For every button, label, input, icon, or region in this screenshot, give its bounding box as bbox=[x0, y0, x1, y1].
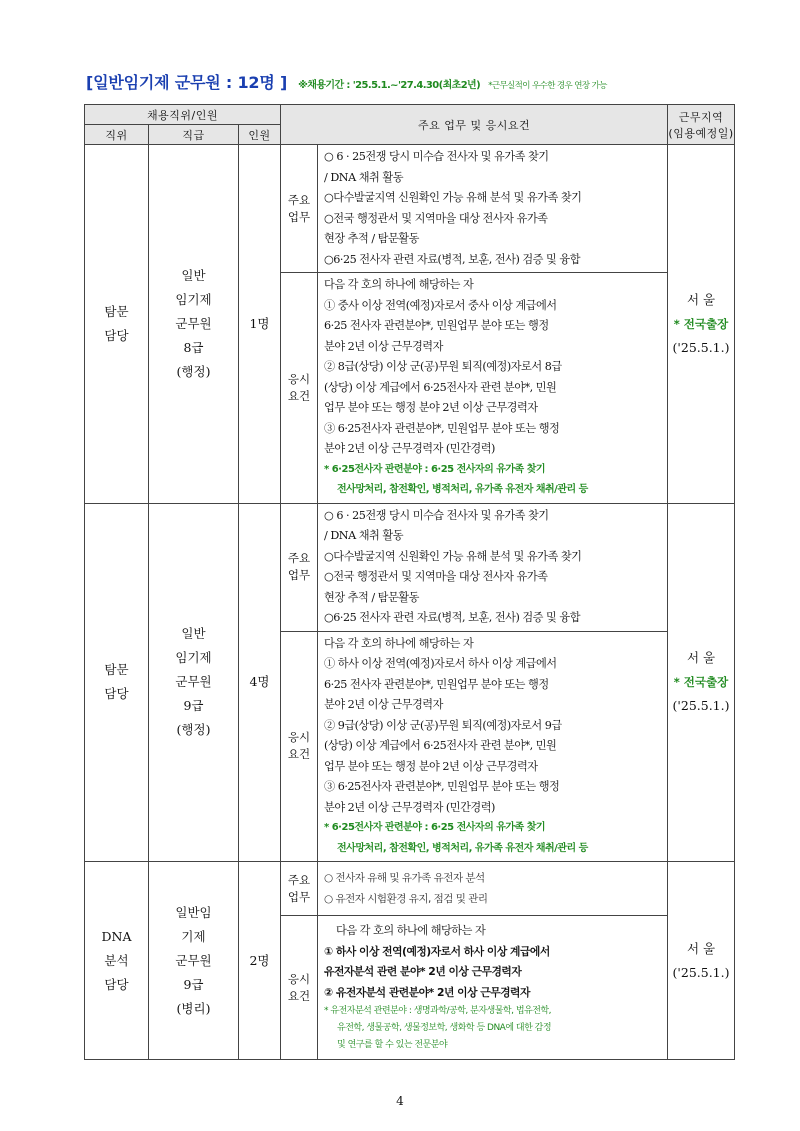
appointment-date: ('25.5.1.) bbox=[672, 964, 730, 980]
requirement-item: 분야 2년 이상 근무경력자 (민간경력) bbox=[324, 442, 495, 455]
grade-line: (병리) bbox=[176, 1000, 211, 1016]
duty-label bbox=[281, 145, 318, 273]
header-location-line1: 근무지역 bbox=[678, 110, 724, 124]
header-count: 인원 bbox=[239, 125, 281, 145]
duty-item: 현장 추적 / 탐문활동 bbox=[324, 232, 419, 245]
label-line: 주요 bbox=[287, 192, 311, 207]
label-line: 요건 bbox=[287, 388, 311, 403]
field-note: * 6·25전사자 관련분야 : 6·25 전사자의 유가족 찾기 bbox=[324, 463, 546, 475]
requirement-item: 다음 각 호의 하나에 해당하는 자 bbox=[324, 278, 474, 291]
appointment-date: ('25.5.1.) bbox=[672, 339, 730, 355]
requirement-item: 업무 분야 또는 행정 분야 2년 이상 근무경력자 bbox=[324, 759, 538, 773]
duty-item: ○6·25 전사자 관련 자료(병적, 보훈, 전사) 검증 및 융합 bbox=[324, 252, 581, 266]
duty-item: ○6·25 전사자 관련 자료(병적, 보훈, 전사) 검증 및 융합 bbox=[324, 611, 581, 624]
row-location bbox=[668, 862, 735, 1060]
section-title: [일반임기제 군무원 : 12명 ] bbox=[86, 73, 288, 92]
requirement-item: 6·25 전사자 관련분야*, 민원업무 분야 또는 행정 bbox=[324, 677, 549, 691]
requirement-item: ② 8급(상당) 이상 군(공)무원 퇴직(예정)자로서 8급 bbox=[324, 360, 562, 373]
duty-item: / DNA 채취 활동 bbox=[324, 529, 404, 542]
field-note: * 6·25전사자 관련분야 : 6·25 전사자의 유가족 찾기 bbox=[324, 822, 546, 833]
field-note: 전사망처리, 참전확인, 병적처리, 유가족 유전자 채취/관리 등 bbox=[337, 842, 588, 854]
duty-item: ○ 전사자 유해 및 유가족 유전자 분석 bbox=[324, 872, 485, 884]
requirement-label bbox=[281, 916, 318, 1060]
position-line: 분석 bbox=[104, 952, 129, 968]
duty-label bbox=[281, 503, 318, 631]
requirement-item: 유전자분석 관련 분야* 2년 이상 근무경력자 bbox=[324, 965, 522, 978]
position-line: 담당 bbox=[104, 686, 129, 702]
position-line: 탐문 bbox=[104, 662, 129, 678]
duty-item: ○ 유전자 시험환경 유지, 점검 및 관리 bbox=[324, 892, 488, 905]
grade-line: (행정) bbox=[176, 722, 211, 738]
requirement-item: ② 유전자분석 관련분야* 2년 이상 근무경력자 bbox=[324, 985, 530, 999]
requirement-item: ③ 6·25전사자 관련분야*, 민원업무 분야 또는 행정 bbox=[324, 421, 560, 435]
nationwide-trip-note: * 전국출장 bbox=[673, 316, 729, 331]
row-count: 1명 bbox=[239, 145, 281, 504]
grade-line: 군무원 bbox=[175, 952, 212, 968]
requirements-cell bbox=[318, 273, 668, 504]
row-position bbox=[85, 145, 149, 504]
grade-line: 일반 bbox=[181, 267, 206, 283]
label-line: 요건 bbox=[287, 988, 311, 1003]
label-line: 업무 bbox=[287, 889, 311, 904]
grade-line: 임기제 bbox=[175, 650, 212, 666]
duty-item: ○ 6 · 25전쟁 당시 미수습 전사자 및 유가족 찾기 bbox=[324, 150, 549, 163]
requirement-item: ③ 6·25전사자 관련분야*, 민원업무 분야 또는 행정 bbox=[324, 780, 560, 793]
position-line: 담당 bbox=[104, 327, 129, 343]
requirement-intro: 다음 각 호의 하나에 해당하는 자 bbox=[336, 924, 486, 937]
duty-item: ○다수발굴지역 신원확인 가능 유해 분석 및 유가족 찾기 bbox=[324, 191, 582, 204]
row-location bbox=[668, 503, 735, 862]
requirement-item: 다음 각 호의 하나에 해당하는 자 bbox=[324, 636, 474, 650]
label-line: 응시 bbox=[287, 730, 311, 745]
label-line: 응시 bbox=[287, 971, 311, 986]
requirement-item: 분야 2년 이상 근무경력자 bbox=[324, 698, 443, 711]
row-location bbox=[668, 145, 735, 504]
requirement-item: 분야 2년 이상 근무경력자 (민간경력) bbox=[324, 800, 495, 814]
row-grade bbox=[149, 862, 239, 1060]
row-grade bbox=[149, 145, 239, 504]
header-duties: 주요 업무 및 응시요건 bbox=[281, 105, 668, 145]
label-line: 주요 bbox=[287, 872, 311, 887]
requirement-item: ① 하사 이상 전역(예정)자로서 하사 이상 계급에서 bbox=[324, 944, 550, 958]
label-line: 응시 bbox=[287, 371, 311, 386]
hiring-period: ※채용기간 : '25.5.1.~'27.4.30(최초2년) bbox=[298, 80, 481, 91]
position-line: 탐문 bbox=[104, 303, 129, 319]
page-number: 4 bbox=[396, 1094, 404, 1108]
location-city: 서 울 bbox=[686, 291, 716, 307]
location-city: 서 울 bbox=[686, 940, 716, 956]
header-position: 직위 bbox=[85, 125, 149, 145]
duty-item: ○전국 행정관서 및 지역마을 대상 전사자 유가족 bbox=[324, 211, 548, 225]
label-line: 주요 bbox=[287, 551, 311, 565]
duties-cell bbox=[318, 503, 668, 631]
duties-cell bbox=[318, 862, 668, 916]
header-group: 채용직위/인원 bbox=[85, 105, 281, 125]
grade-line: 일반임 bbox=[175, 904, 212, 920]
recruitment-table bbox=[84, 104, 735, 1060]
requirement-item: ② 9급(상당) 이상 군(공)무원 퇴직(예정)자로서 9급 bbox=[324, 718, 562, 732]
label-line: 업무 bbox=[287, 568, 311, 582]
requirement-item: ① 중사 이상 전역(예정)자로서 중사 이상 계급에서 bbox=[324, 298, 557, 312]
duty-item: / DNA 채취 활동 bbox=[324, 170, 404, 184]
requirement-label bbox=[281, 273, 318, 504]
label-line: 요건 bbox=[287, 747, 311, 762]
position-line: 담당 bbox=[104, 976, 129, 992]
requirement-item: (상당) 이상 계급에서 6·25전사자 관련 분야*, 민원 bbox=[324, 739, 557, 752]
grade-line: 9급 bbox=[183, 698, 204, 714]
requirements-cell bbox=[318, 631, 668, 862]
grade-line: 8급 bbox=[183, 339, 204, 355]
grade-line: 기제 bbox=[181, 928, 206, 944]
section-heading bbox=[86, 70, 746, 96]
duty-label bbox=[281, 862, 318, 916]
requirement-item: 분야 2년 이상 근무경력자 bbox=[324, 339, 443, 353]
row-count: 4명 bbox=[239, 503, 281, 862]
field-note: 유전학, 생물공학, 생물정보학, 생화학 등 DNA에 대한 감정 bbox=[337, 1023, 552, 1033]
nationwide-trip-note: * 전국출장 bbox=[673, 675, 729, 690]
requirement-item: 6·25 전사자 관련분야*, 민원업무 분야 또는 행정 bbox=[324, 319, 549, 332]
row-position bbox=[85, 862, 149, 1060]
row-position bbox=[85, 503, 149, 862]
grade-line: 임기제 bbox=[175, 291, 212, 307]
location-city: 서 울 bbox=[686, 650, 716, 666]
duty-item: ○ 6 · 25전쟁 당시 미수습 전사자 및 유가족 찾기 bbox=[324, 508, 549, 522]
grade-line: (행정) bbox=[176, 363, 211, 379]
duty-item: ○전국 행정관서 및 지역마을 대상 전사자 유가족 bbox=[324, 570, 548, 583]
field-note: * 유전자분석 관련분야 : 생명과학/공학, 분자생물학, 법유전학, bbox=[324, 1006, 551, 1016]
label-line: 업무 bbox=[287, 209, 311, 224]
row-count: 2명 bbox=[239, 862, 281, 1060]
grade-line: 9급 bbox=[183, 976, 204, 992]
grade-line: 일반 bbox=[181, 626, 206, 642]
requirement-item: 업무 분야 또는 행정 분야 2년 이상 근무경력자 bbox=[324, 401, 538, 414]
requirement-item: (상당) 이상 계급에서 6·25전사자 관련 분야*, 민원 bbox=[324, 380, 557, 394]
extension-note: *근무실적이 우수한 경우 연장 가능 bbox=[488, 81, 607, 91]
duties-cell bbox=[318, 145, 668, 273]
header-location-line2: (임용예정일) bbox=[668, 126, 734, 140]
appointment-date: ('25.5.1.) bbox=[672, 698, 730, 714]
row-grade bbox=[149, 503, 239, 862]
duty-item: ○다수발굴지역 신원확인 가능 유해 분석 및 유가족 찾기 bbox=[324, 549, 582, 563]
field-note: 및 연구를 할 수 있는 전문분야 bbox=[337, 1040, 448, 1050]
header-location bbox=[668, 105, 735, 145]
requirement-item: ① 하사 이상 전역(예정)자로서 하사 이상 계급에서 bbox=[324, 657, 557, 670]
requirement-label bbox=[281, 631, 318, 862]
duty-item: 현장 추적 / 탐문활동 bbox=[324, 590, 419, 604]
grade-line: 군무원 bbox=[175, 315, 212, 331]
position-line: DNA bbox=[101, 928, 132, 944]
field-note: 전사망처리, 참전확인, 병적처리, 유가족 유전자 채취/관리 등 bbox=[337, 484, 588, 495]
requirements-cell bbox=[318, 916, 668, 1060]
grade-line: 군무원 bbox=[175, 674, 212, 690]
header-grade: 직급 bbox=[149, 125, 239, 145]
